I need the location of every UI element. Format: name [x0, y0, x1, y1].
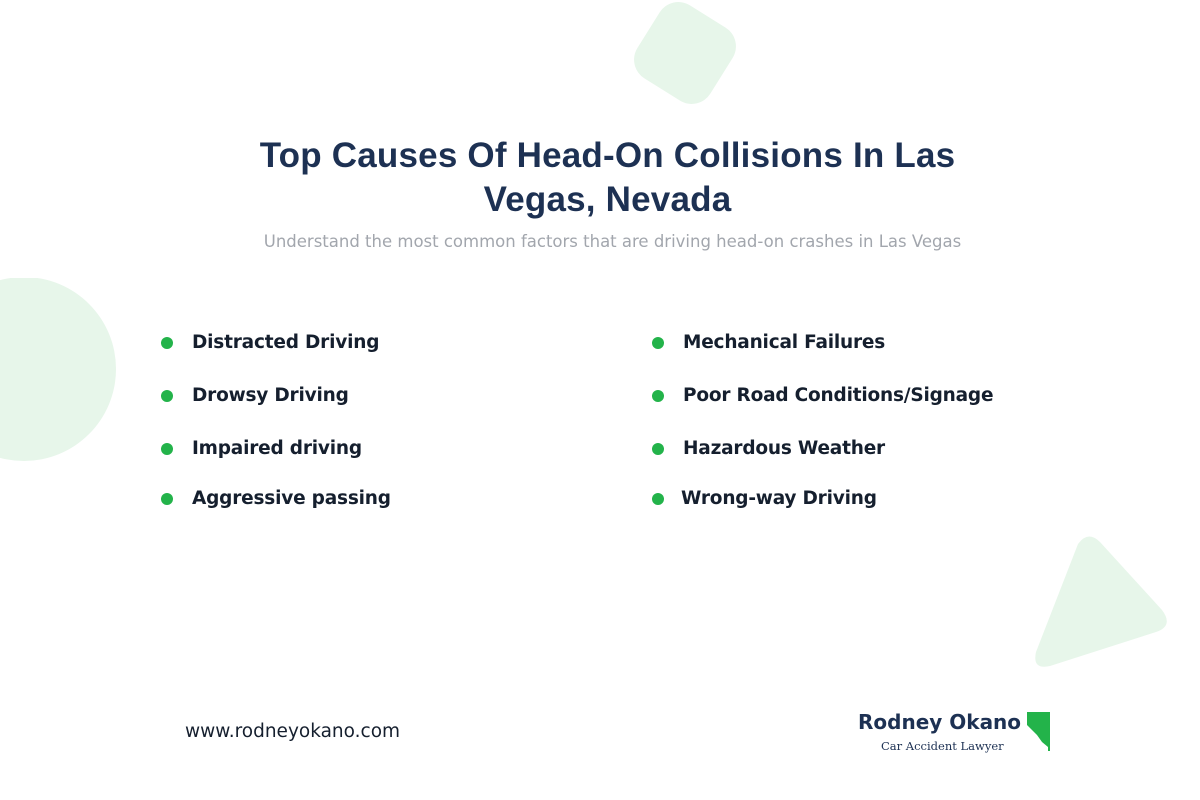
bullet-icon: [161, 390, 173, 402]
cause-label: Poor Road Conditions/Signage: [683, 385, 994, 406]
bullet-icon: [161, 337, 173, 349]
page-subtitle: Understand the most common factors that are driving head-on crashes in Las Vegas: [263, 232, 962, 251]
cause-item-mechanical-failures: [652, 331, 885, 355]
logo-name: Rodney Okano: [858, 710, 1022, 734]
cause-label: Hazardous Weather: [683, 438, 885, 459]
bullet-icon: [652, 443, 664, 455]
website-url[interactable]: www.rodneyokano.com: [185, 721, 401, 742]
cause-item-drowsy-driving: [161, 384, 349, 408]
cause-label: Wrong-way Driving: [681, 488, 877, 509]
nevada-state-icon: [1026, 711, 1052, 753]
cause-item-impaired-driving: [161, 437, 362, 461]
bullet-icon: [652, 337, 664, 349]
cause-label: Aggressive passing: [192, 488, 391, 509]
page-title-line-1: Top Causes Of Head-On Collisions In Las: [259, 136, 956, 175]
cause-item-wrong-way-driving: [652, 487, 877, 511]
page-title-line-2: Vegas, Nevada: [483, 180, 732, 219]
bullet-icon: [161, 443, 173, 455]
brand-logo: [858, 708, 1058, 756]
cause-item-aggressive-passing: [161, 487, 391, 511]
cause-item-poor-road-conditions: [652, 384, 993, 408]
cause-item-distracted-driving: [161, 331, 379, 355]
cause-label: Drowsy Driving: [192, 385, 349, 406]
bullet-icon: [652, 493, 664, 505]
cause-label: Mechanical Failures: [683, 332, 886, 353]
cause-item-hazardous-weather: [652, 437, 885, 461]
bullet-icon: [652, 390, 664, 402]
cause-label: Impaired driving: [192, 438, 362, 459]
cause-label: Distracted Driving: [192, 332, 380, 353]
logo-tagline: Car Accident Lawyer: [881, 739, 1004, 753]
bullet-icon: [161, 493, 173, 505]
